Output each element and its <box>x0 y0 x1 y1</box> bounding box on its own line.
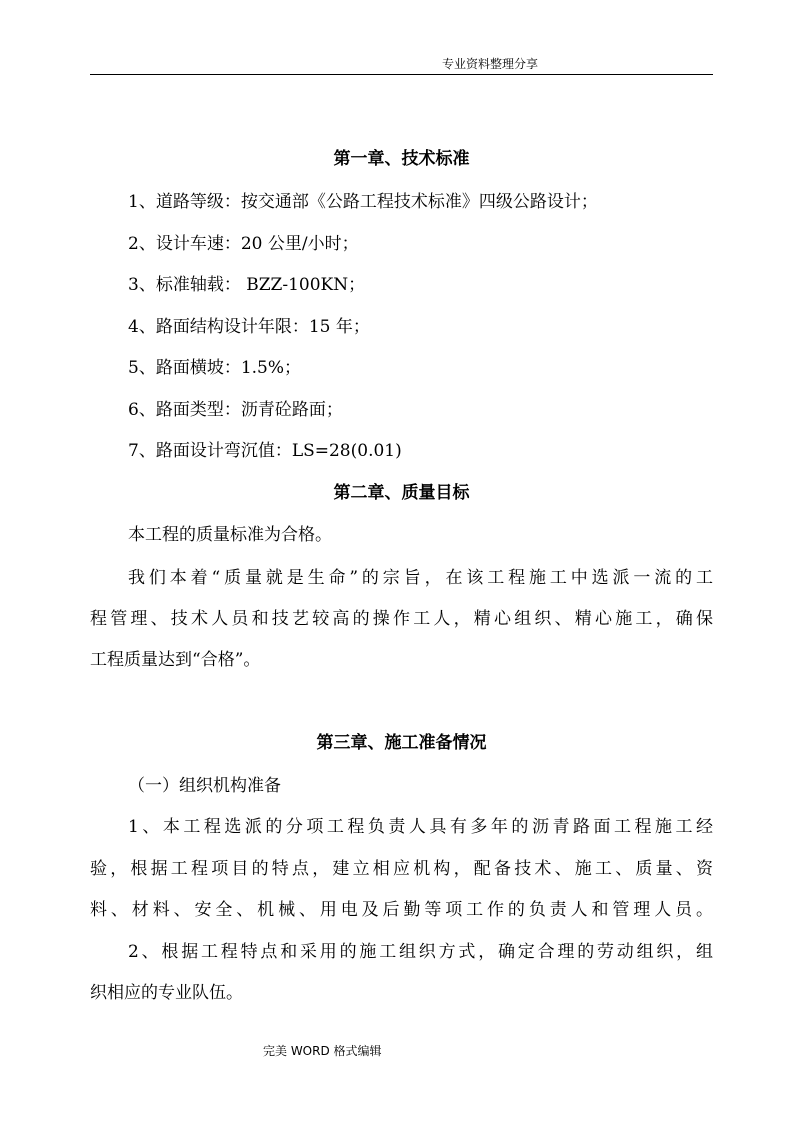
chapter-2-paragraph-1: 本工程的质量标准为合格。 <box>128 525 332 545</box>
chapter-3-paragraph-1-line-1: 1、本工程选派的分项工程负责人具有多年的沥青路面工程施工经 <box>128 817 713 837</box>
chapter-2-title: 第二章、质量目标 <box>333 483 470 503</box>
chapter-1-item-2: 2、设计车速：20 公里/小时； <box>128 234 359 254</box>
chapter-3-subheading: （一）组织机构准备 <box>128 776 281 796</box>
chapter-2-paragraph-2-line-3: 工程质量达到“合格”。 <box>90 650 261 670</box>
chapter-1-item-6: 6、路面类型：沥青砼路面； <box>128 400 343 420</box>
chapter-3-paragraph-1-line-2: 验，根据工程项目的特点，建立相应机构，配备技术、施工、质量、资 <box>90 859 713 879</box>
chapter-1-item-1: 1、道路等级：按交通部《公路工程技术标准》四级公路设计； <box>128 192 598 212</box>
chapter-1-item-3: 3、标准轴载： BZZ-100KN； <box>128 275 366 295</box>
chapter-3-paragraph-1-line-3: 料、材料、安全、机械、用电及后勤等项工作的负责人和管理人员。 <box>90 900 713 920</box>
chapter-3-paragraph-2-line-2: 织相应的专业队伍。 <box>90 983 243 1003</box>
header-divider <box>90 74 713 75</box>
header-text: 专业资料整理分享 <box>441 57 538 71</box>
chapter-1-item-4: 4、路面结构设计年限：15 年； <box>128 317 370 337</box>
chapter-3-title: 第三章、施工准备情况 <box>316 733 487 753</box>
page-footer: 完美 WORD 格式编辑 <box>263 1044 382 1058</box>
chapter-2-paragraph-2-line-1: 我们本着“质量就是生命”的宗旨，在该工程施工中选派一流的工 <box>128 568 713 588</box>
chapter-1-title: 第一章、技术标准 <box>333 149 470 169</box>
chapter-3-paragraph-2-line-1: 2、根据工程特点和采用的施工组织方式，确定合理的劳动组织，组 <box>128 942 713 962</box>
chapter-2-paragraph-2-line-2: 程管理、技术人员和技艺较高的操作工人，精心组织、精心施工，确保 <box>90 609 713 629</box>
chapter-1-item-7: 7、路面设计弯沉值：LS=28(0.01) <box>128 441 402 461</box>
chapter-1-item-5: 5、路面横坡：1.5%； <box>128 358 302 378</box>
